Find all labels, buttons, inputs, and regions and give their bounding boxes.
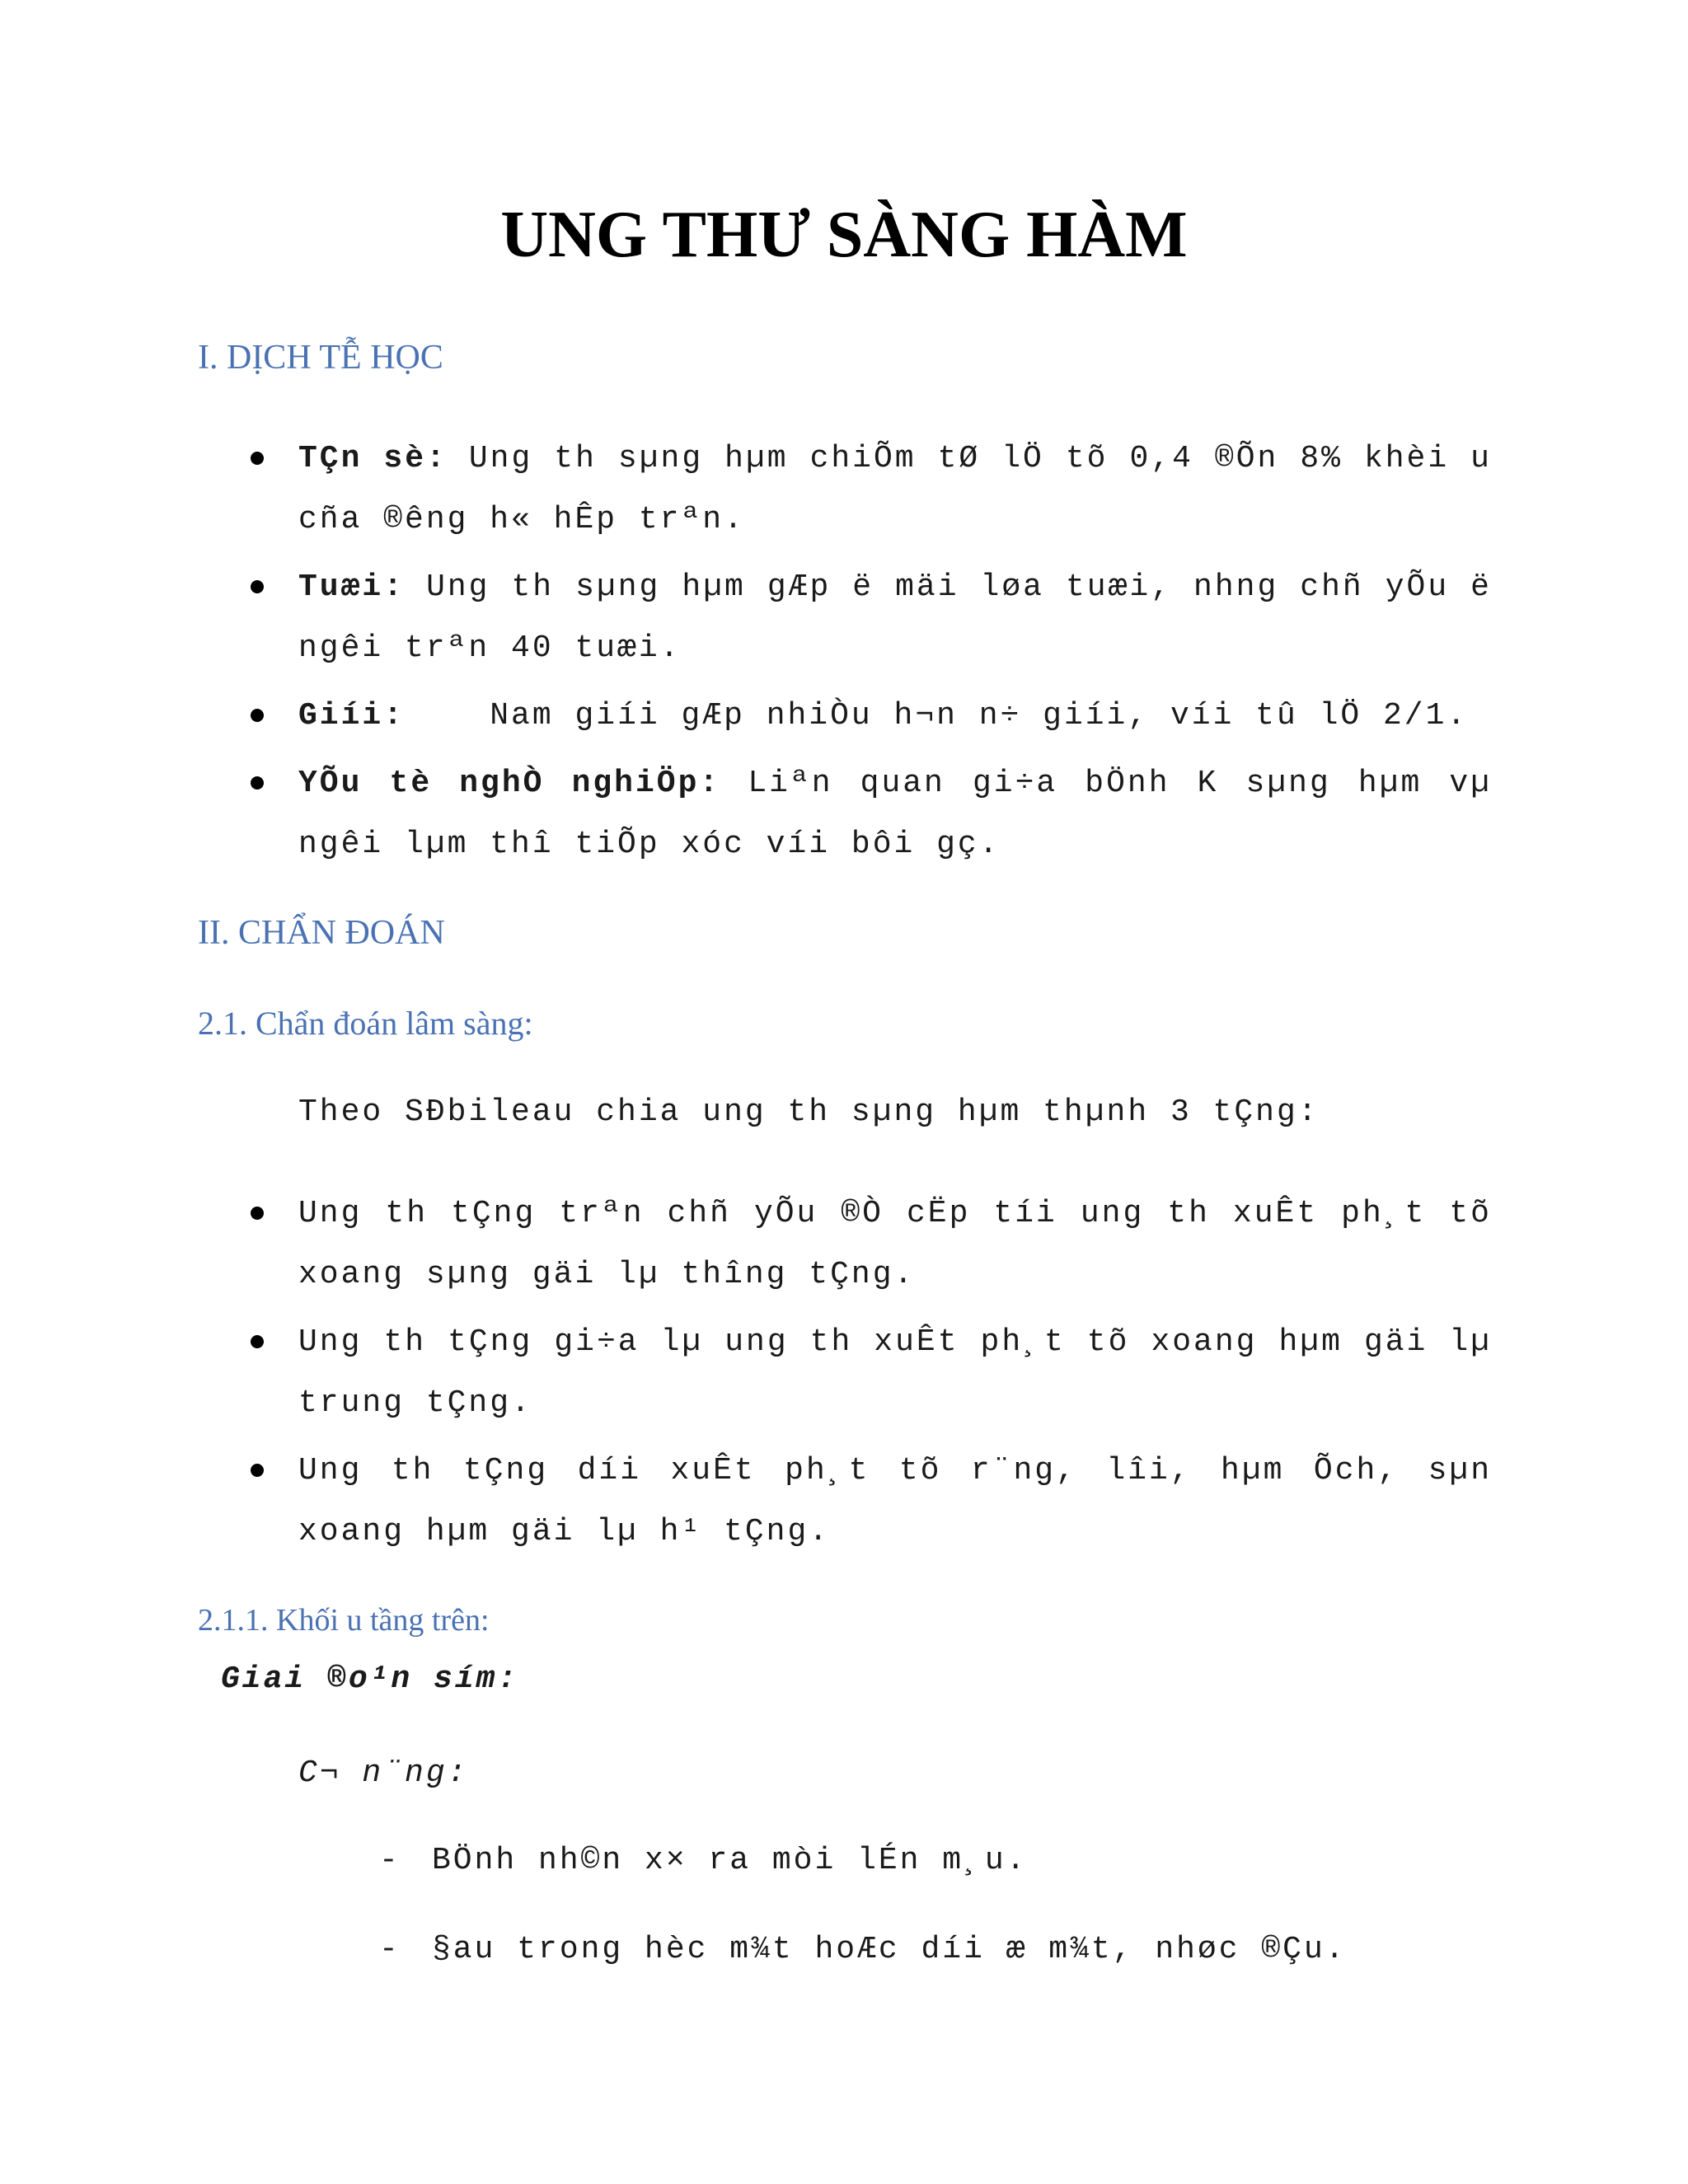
list-item [247,1312,1492,1434]
page-title: UNG THƯ SÀNG HÀM [500,199,1188,271]
list-item [247,557,1492,679]
list-item [247,1441,1492,1563]
dash-list-item [379,1843,1028,1878]
list-item [247,753,1492,875]
stage-label: Giai ®o¹n sím: [221,1661,519,1697]
bullet-icon [251,709,264,722]
dash-marker: - [379,1932,401,1967]
bullet-icon [251,452,264,465]
list-item-label: Tuæi: [298,569,406,605]
category-label: C¬ n¨ng: [298,1755,469,1791]
bullet-icon [251,1335,264,1348]
bullet-icon [251,1464,264,1477]
subsection-heading-clinical: 2.1. Chẩn đoán lâm sàng: [198,1005,533,1042]
list-item-text: Ung th tÇng gi÷a lµ ung th xuÊt ph¸t tõ xoang hµm gäi lµ trung tÇng. [298,1324,1492,1421]
list-item [247,1183,1492,1305]
list-item [247,686,1492,747]
list-item-label: YÕu tè nghÒ nghiÖp: [298,766,721,801]
bullet-icon [251,580,264,593]
section-heading-diagnosis: II. CHẨN ĐOÁN [198,914,445,952]
list-item-label: TÇn sè: [298,441,448,476]
list-item-text: Liªn quan gi÷a bÖnh K sµng hµm vµ ngêi lµm thî tiÕp xóc víi bôi gç. [298,766,1492,862]
list-item-text: Ung th tÇng díi xuÊt ph¸t tõ r¨ng, lîi, hµm Õch, sµn xoang hµm gäi lµ h¹ tÇng. [298,1453,1492,1549]
dash-list-item [379,1932,1347,1967]
list-item-text: Ung th sµng hµm gÆp ë mäi løa tuæi, nhng chñ yÕu ë ngêi trªn 40 tuæi. [298,569,1492,666]
list-item-label: Giíi: [298,698,406,733]
dash-item-text: BÖnh nh©n x× ra mòi lÉn m¸u. [432,1843,1028,1878]
bullet-icon [251,776,264,790]
list-item [247,429,1492,551]
paragraph-intro: Theo SÐbileau chia ung th sµng hµm thµnh 3 tÇng: [298,1094,1320,1130]
dash-marker: - [379,1843,401,1878]
section-heading-epidemiology: I. DỊCH TỄ HỌC [198,339,443,377]
list-item-text: Nam giíi gÆp nhiÒu h¬n n÷ giíi, víi tû lÖ 2/1. [405,698,1469,733]
dash-item-text: §au trong hèc m¾t hoÆc díi æ m¾t, nhøc ®Çu. [432,1932,1347,1967]
tier-list [247,1183,1492,1569]
list-item-text: Ung th sµng hµm chiÕm tØ lÖ tõ 0,4 ®Õn 8% khèi u cña ®êng h« hÊp trªn. [298,441,1492,537]
list-item-text: Ung th tÇng trªn chñ yÕu ®Ò cËp tíi ung th xuÊt ph¸t tõ xoang sµng gäi lµ thîng tÇng. [298,1196,1492,1292]
subsection-heading-upper-tier: 2.1.1. Khối u tầng trên: [198,1603,490,1638]
epidemiology-list [247,429,1492,882]
bullet-icon [251,1207,264,1220]
